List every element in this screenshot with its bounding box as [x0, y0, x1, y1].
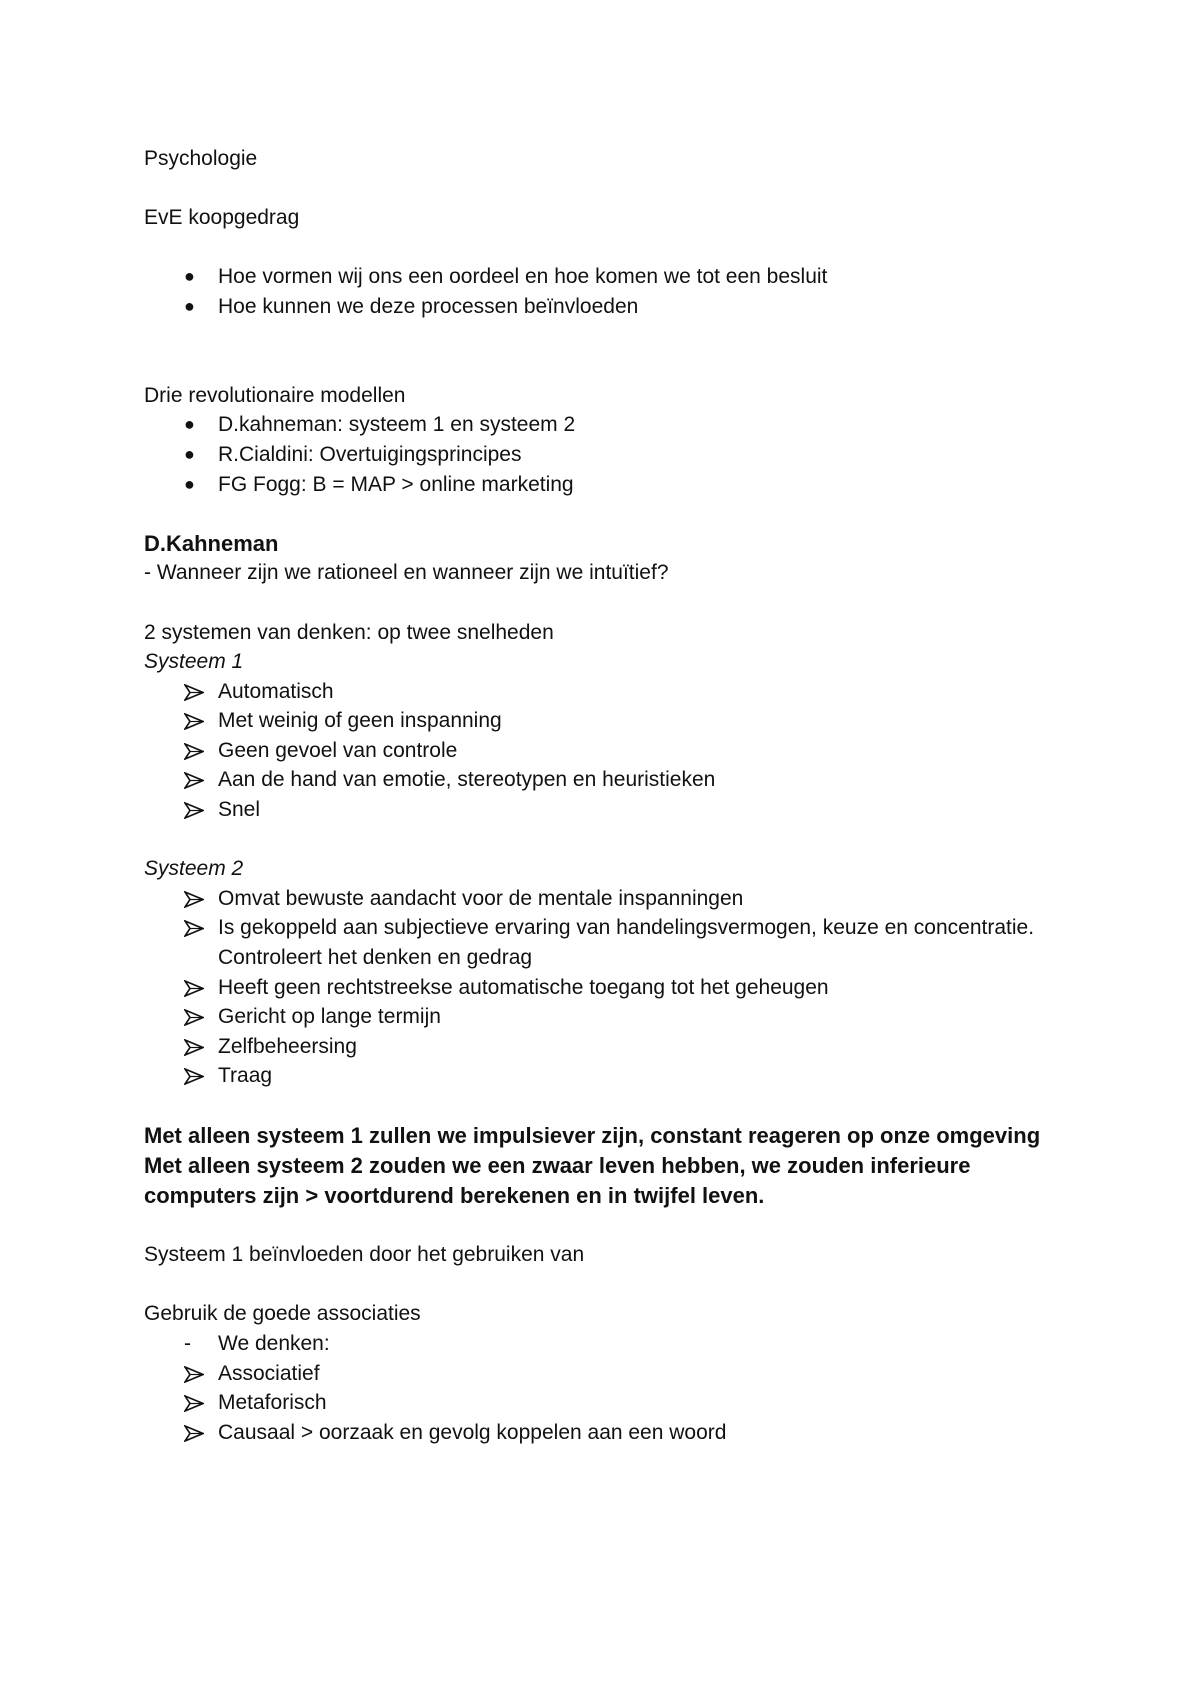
- models-bullet-list: [144, 410, 1064, 499]
- list-item: - We denken:: [144, 1329, 1064, 1359]
- kahneman-question: - Wanneer zijn we rationeel en wanneer zijn we intuïtief?: [144, 561, 669, 585]
- list-item-text: Metaforisch: [218, 1391, 327, 1415]
- document-body: [144, 144, 1064, 1447]
- list-item: [144, 706, 1064, 736]
- list-item-text: Associatief: [218, 1361, 320, 1385]
- list-item: [144, 1359, 1064, 1389]
- list-item: ● FG Fogg: B = MAP > online marketing: [144, 470, 1064, 500]
- list-item-text: Met weinig of geen inspanning: [218, 709, 502, 733]
- list-item: [144, 677, 1064, 707]
- list-item-text: Automatisch: [218, 679, 334, 703]
- system2-label: Systeem 2: [144, 857, 244, 881]
- list-item: ● Hoe vormen wij ons een oordeel en hoe komen we tot een besluit: [144, 262, 1064, 292]
- system1-list: [144, 677, 1064, 825]
- list-item-text: Causaal > oorzaak en gevolg koppelen aan een woord: [218, 1420, 727, 1444]
- list-item: [144, 765, 1064, 795]
- list-item: [144, 795, 1064, 825]
- models-heading: Drie revolutionaire modellen: [144, 383, 406, 407]
- bullet-icon: ●: [184, 414, 195, 435]
- list-item: ● D.kahneman: systeem 1 en systeem 2: [144, 410, 1064, 440]
- associations-heading: Gebruik de goede associaties: [144, 1302, 421, 1326]
- list-item: [144, 1032, 1064, 1062]
- list-item-text: Snel: [218, 798, 261, 822]
- document-title: Psychologie: [144, 147, 258, 170]
- associations-list: [144, 1359, 1064, 1448]
- systems-intro: 2 systemen van denken: op twee snelheden: [144, 620, 554, 644]
- list-item: ● Hoe kunnen we deze processen beïnvloeden: [144, 292, 1064, 322]
- conclusion-system1: Met alleen systeem 1 zullen we impulsiever zijn, constant reageren op onze omgeving: [144, 1122, 1041, 1148]
- list-item-text: Omvat bewuste aandacht voor de mentale inspanningen: [218, 886, 744, 910]
- system2-list: [144, 884, 1064, 1091]
- associations-dash-list: [144, 1329, 1064, 1359]
- bullet-icon: ●: [184, 443, 195, 464]
- list-item-text: Aan de hand van emotie, stereotypen en heuristieken: [218, 768, 716, 792]
- conclusion-system2: Met alleen systeem 2 zouden we een zwaar leven hebben, we zouden inferieure computers zijn > voortdurend berekenen en in twijfel leven.: [144, 1152, 971, 1208]
- bullet-icon: ●: [184, 295, 195, 316]
- list-item-text: Gericht op lange termijn: [218, 1005, 441, 1029]
- list-item: [144, 1061, 1064, 1091]
- list-item-text: Heeft geen rechtstreekse automatische toegang tot het geheugen: [218, 975, 829, 999]
- list-item: [144, 973, 1064, 1003]
- bullet-icon: ●: [184, 266, 195, 287]
- list-item-text: Geen gevoel van controle: [218, 738, 458, 762]
- dash-marker: -: [184, 1331, 191, 1355]
- kahneman-heading: D.Kahneman: [144, 530, 279, 556]
- list-item: [144, 913, 1064, 972]
- document-subtitle: EvE koopgedrag: [144, 206, 300, 230]
- list-item: [144, 884, 1064, 914]
- bullet-icon: ●: [184, 473, 195, 494]
- list-item: [144, 1418, 1064, 1448]
- system1-label: Systeem 1: [144, 650, 244, 674]
- list-item: [144, 736, 1064, 766]
- list-item: [144, 1388, 1064, 1418]
- intro-bullet-list: [144, 262, 1064, 321]
- list-item-text: Is gekoppeld aan subjectieve ervaring van handelingsvermogen, keuze en concentratie. Controleert het denken en gedrag: [218, 916, 1035, 970]
- list-item: ● R.Cialdini: Overtuigingsprincipes: [144, 440, 1064, 470]
- list-item-text: Zelfbeheersing: [218, 1034, 357, 1058]
- list-item-text: Traag: [218, 1064, 273, 1088]
- influence-line: Systeem 1 beïnvloeden door het gebruiken van: [144, 1243, 585, 1267]
- list-item: [144, 1002, 1064, 1032]
